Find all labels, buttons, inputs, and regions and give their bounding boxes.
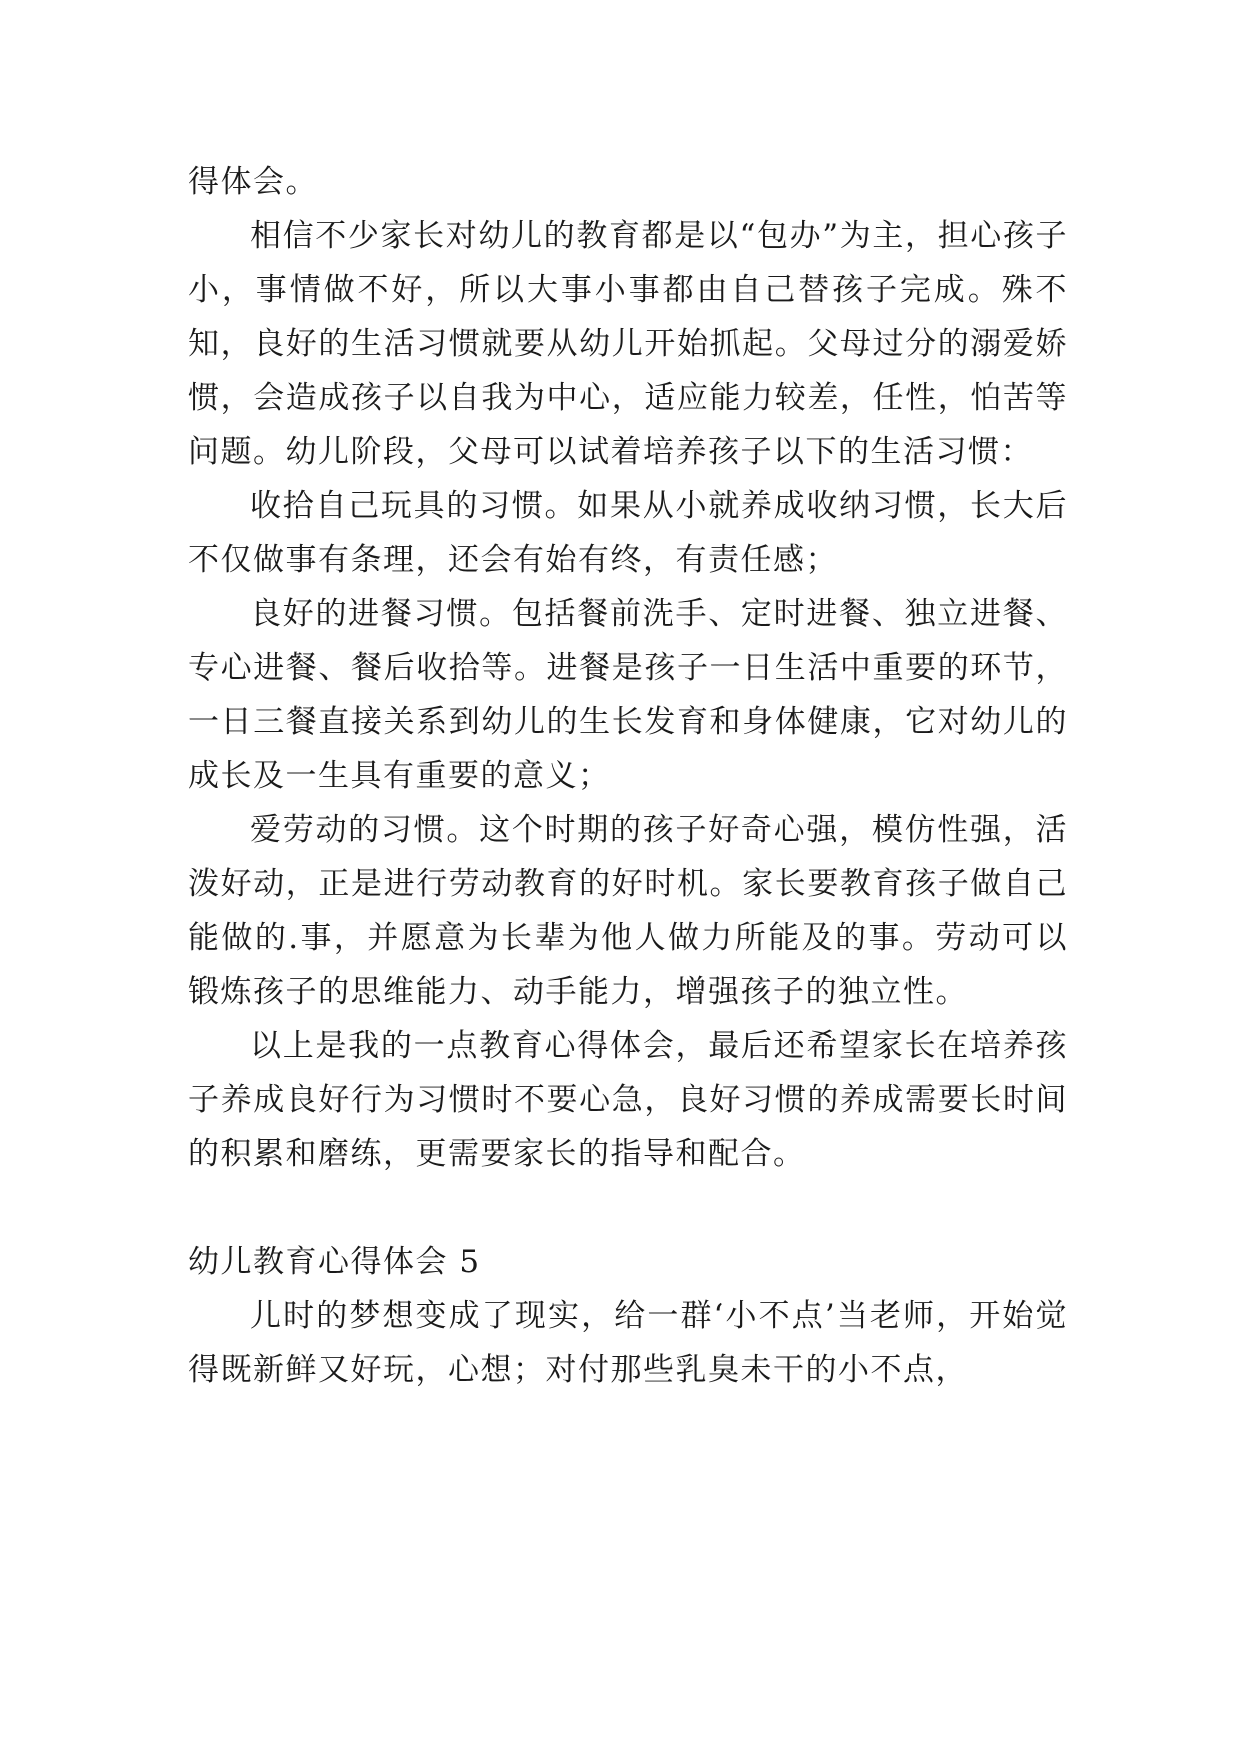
paragraph-toys-habit: 收拾自己玩具的习惯。如果从小就养成收纳习惯，长大后不仅做事有条理，还会有始有终，有责任感； [188,488,1068,578]
document-body [188,155,1068,1397]
paragraph-conclusion: 以上是我的一点教育心得体会，最后还希望家长在培养孩子养成良好行为习惯时不要心急，良好习惯的养成需要长时间的积累和磨练，更需要家长的指导和配合。 [188,1028,1068,1172]
paragraph-dream: 儿时的梦想变成了现实，给一群‘小不点’当老师，开始觉得既新鲜又好玩，心想；对付那些乳臭未干的小不点， [188,1298,1068,1388]
paragraph-eating-habit: 良好的进餐习惯。包括餐前洗手、定时进餐、独立进餐、专心进餐、餐后收拾等。进餐是孩子一日生活中重要的环节，一日三餐直接关系到幼儿的生长发育和身体健康，它对幼儿的成长及一生具有重要的意义； [188,596,1068,794]
paragraph-labor-habit: 爱劳动的习惯。这个时期的孩子好奇心强，模仿性强，活泼好动，正是进行劳动教育的好时机。家长要教育孩子做自己能做的.事，并愿意为长辈为他人做力所能及的事。劳动可以锻炼孩子的思维能力、动手能力，增强孩子的独立性。 [188,812,1068,1010]
paragraph-continuation: 得体会。 [188,164,318,200]
paragraph-parents-habits: 相信不少家长对幼儿的教育都是以“包办”为主，担心孩子小，事情做不好，所以大事小事都由自己替孩子完成。殊不知，良好的生活习惯就要从幼儿开始抓起。父母过分的溺爱娇惯，会造成孩子以自我为中心，适应能力较差，任性，怕苦等问题。幼儿阶段，父母可以试着培养孩子以下的生活习惯： [188,218,1068,470]
section-heading: 幼儿教育心得体会 5 [188,1244,481,1280]
